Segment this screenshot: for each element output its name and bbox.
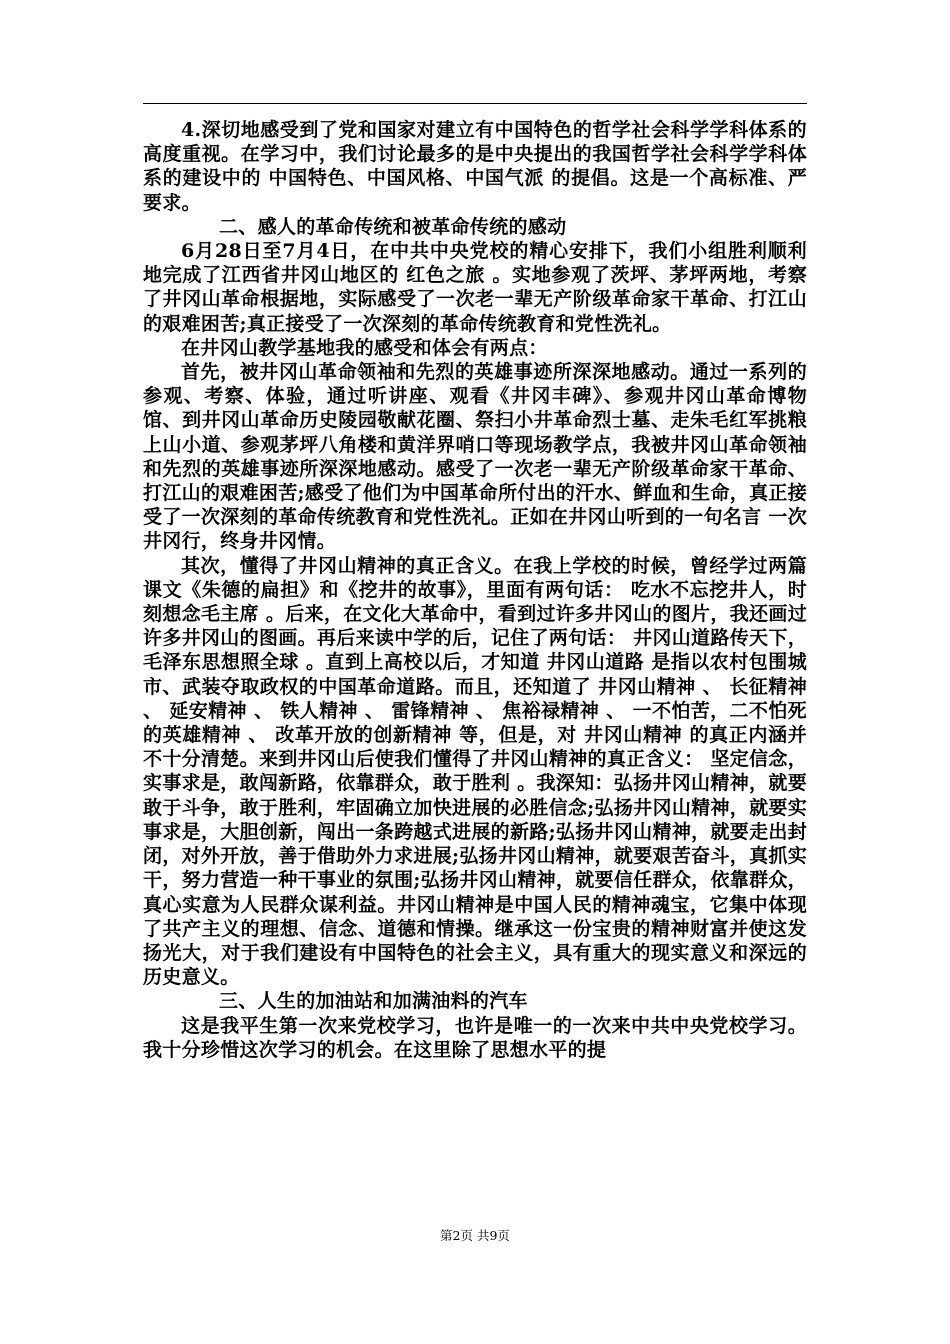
section-heading-3: 三、人生的加油站和加满油料的汽车 xyxy=(219,990,528,1013)
paragraph-first-point: 首先，被井冈山革命领袖和先烈的英雄事迹所深深地感动。通过一系列的参观、考察、体验，通过听讲座、观看《井冈丰碑》、参观井冈山革命博物馆、到井冈山革命历史陵园敬献花圈、祭扫小井革命烈士墓、走朱毛红军挑粮上山小道、参观茅坪八角楼和黄洋界哨口等现场教学点，我被井冈山革命领袖和先烈的英雄事迹所深深地感动。感受了一次老一辈无产阶级革命家干革命、打江山的艰难困苦;感受了他们为中国革命所付出的汗水、鲜血和生命，真正接受了一次深刻的革命传统教育和党性洗礼。正如在井冈山听到的一句名言 一次井冈行，终身井冈情。 xyxy=(143,361,807,553)
paragraph-point-4: 4.深切地感受到了党和国家对建立有中国特色的哲学社会科学学科体系的高度重视。在学习中，我们讨论最多的是中央提出的我国哲学社会科学学科体系的建设中的 中国特色、中国风格、中国气派 的提倡。这是一个高标准、严要求。 xyxy=(143,119,807,214)
paragraph-two-points: 在井冈山教学基地我的感受和体会有两点： xyxy=(181,336,548,359)
paragraph-red-tour: 6月28日至7月4日，在中共中央党校的精心安排下，我们小组胜利顺利地完成了江西省井冈山地区的 红色之旅 。实地参观了茨坪、茅坪两地，考察了井冈山革命根据地，实际感受了一次老一辈无产阶级革命家干革命、打江山的艰难困苦;真正接受了一次深刻的革命传统教育和党性洗礼。 xyxy=(143,240,807,335)
paragraph-party-school: 这是我平生第一次来党校学习，也许是唯一的一次来中共中央党校学习。我十分珍惜这次学习的机会。在这里除了思想水平的提 xyxy=(143,1014,807,1061)
paragraph-second-point: 其次，懂得了井冈山精神的真正含义。在我上学校的时候，曾经学过两篇课文《朱德的扁担》和《挖井的故事》，里面有两句话： 吃水不忘挖井人，时刻想念毛主席 。后来，在文化大革命中，看到过许多井冈山的图片，我还画过许多井冈山的图画。再后来读中学的后，记住了两句话： 井冈山道路传天下，毛泽东思想照全球 。直到上高校以后，才知道 井冈山道路 是指以农村包围城市、武装夺取政权的中国革命道路。而且，还知道了 井冈山精神 、 长征精神 、 延安精神 、 铁人精神 、 雷锋精神 、 焦裕禄精神 、 一不怕苦，二不怕死的英雄精神 、 改革开放的创新精神 等，但是，对 井冈山精神 的真正内涵并不十分清楚。来到井冈山后使我们懂得了井冈山精神的真正含义： 坚定信念，实事求是，敢闯新路，依靠群众，敢于胜利 。我深知：弘扬井冈山精神，就要敢于斗争，敢于胜利，牢固确立加快进展的必胜信念;弘扬井冈山精神，就要实事求是，大胆创新，闯出一条跨越式进展的新路;弘扬井冈山精神，就要走出封闭，对外开放，善于借助外力求进展;弘扬井冈山精神，就要艰苦奋斗，真抓实干，努力营造一种干事业的氛围;弘扬井冈山精神，就要信任群众，依靠群众，真心实意为人民群众谋利益。井冈山精神是中国人民的精神魂宝，它集中体现了共产主义的理想、信念、道德和情操。继承这一份宝贵的精神财富并使这发扬光大，对于我们建设有中国特色的社会主义，具有重大的现实意义和深远的历史意义。 xyxy=(143,554,807,989)
page-number-footer: 第2页 共9页 xyxy=(440,1228,510,1243)
header-rule xyxy=(143,103,807,104)
document-body xyxy=(143,118,807,1062)
section-heading-2: 二、感人的革命传统和被革命传统的感动 xyxy=(219,215,567,238)
